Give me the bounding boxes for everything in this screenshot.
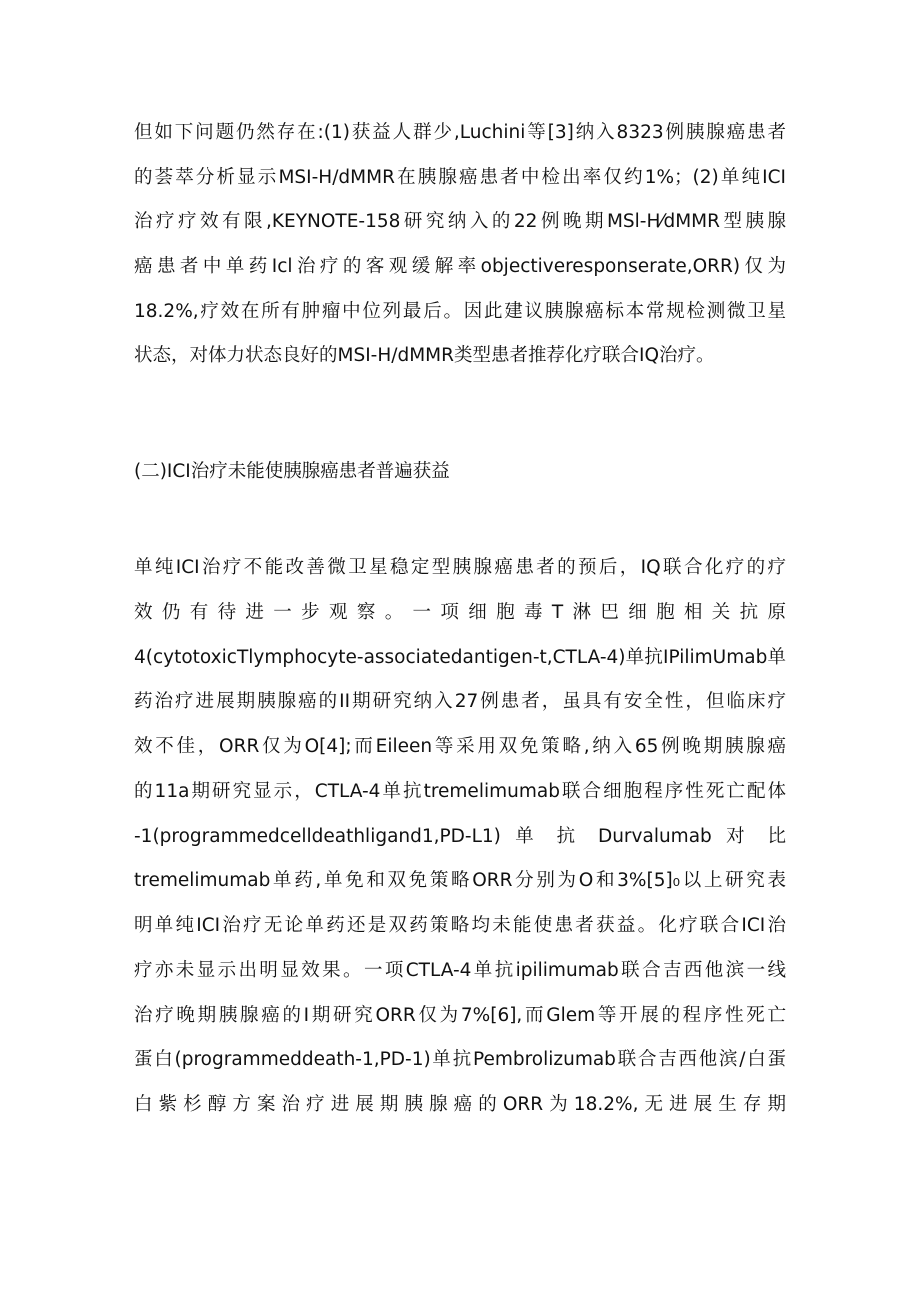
paragraph-line: 疗亦未显示出明显效果。一项CTLA-4单抗ipilimumab联合吉西他滨一线 (134, 960, 786, 981)
paragraph-line: 药治疗进展期胰腺癌的II期研究纳入27例患者，虽具有安全性，但临床疗 (134, 691, 786, 712)
paragraph-line: 明单纯ICI治疗无论单药还是双药策略均未能使患者获益。化疗联合ICI治 (134, 915, 786, 936)
paragraph-line: 治疗晚期胰腺癌的I期研究ORR仅为7%[6],而Glem等开展的程序性死亡 (134, 1005, 786, 1026)
paragraph-line: 18.2%,疗效在所有肿瘤中位列最后。因此建议胰腺癌标本常规检测微卫星 (134, 301, 786, 322)
paragraph-line: 的荟萃分析显示MSI-H/dMMR在胰腺癌患者中检出率仅约1%；(2)单纯ICI (134, 167, 786, 188)
paragraph-line: 的11a期研究显示，CTLA-4单抗tremelimumab联合细胞程序性死亡配体 (134, 781, 786, 802)
paragraph-line: 白紫杉醇方案治疗进展期胰腺癌的ORR为18.2%,无进展生存期 (134, 1094, 786, 1115)
paragraph-line: 状态，对体力状态良好的MSI-H/dMMR类型患者推荐化疗联合IQ治疗。 (134, 345, 715, 366)
paragraph-line: 癌患者中单药Icl治疗的客观缓解率objectiveresponserate,ORR)仅为 (134, 256, 786, 277)
paragraph-line: 但如下问题仍然存在:(1)获益人群少,Luchini等[3]纳入8323例胰腺癌患者 (134, 122, 786, 143)
paragraph-line: 效仍有待进一步观察。一项细胞毒T淋巴细胞相关抗原 (134, 602, 786, 623)
section-heading: (二)ICI治疗未能使胰腺癌患者普遍获益 (134, 461, 450, 482)
paragraph-line: 蛋白(programmeddeath-1,PD-1)单抗Pembrolizumab联合吉西他滨/白蛋 (134, 1049, 786, 1070)
paragraph-line: 效不佳，ORR仅为O[4];而Eileen等采用双免策略,纳入65例晚期胰腺癌 (134, 736, 786, 757)
paragraph-line: 单纯ICI治疗不能改善微卫星稳定型胰腺癌患者的预后，IQ联合化疗的疗 (134, 557, 786, 578)
paragraph-line: 4(cytotoxicTlymphocyte-associatedantigen-t,CTLA-4)单抗IPilimUmab单 (134, 647, 786, 668)
paragraph-line: 治疗疗效有限,KEYNOTE-158研究纳入的22例晚期MSl-H⁄dMMR型胰腺 (134, 211, 786, 232)
paragraph-line: tremelimumab单药,单免和双免策略ORR分别为O和3%[5]₀以上研究表 (134, 870, 786, 891)
paragraph-line: -1(programmedcelldeathligand1,PD-L1) 单 抗 Durvalumab 对 比 (134, 826, 786, 847)
